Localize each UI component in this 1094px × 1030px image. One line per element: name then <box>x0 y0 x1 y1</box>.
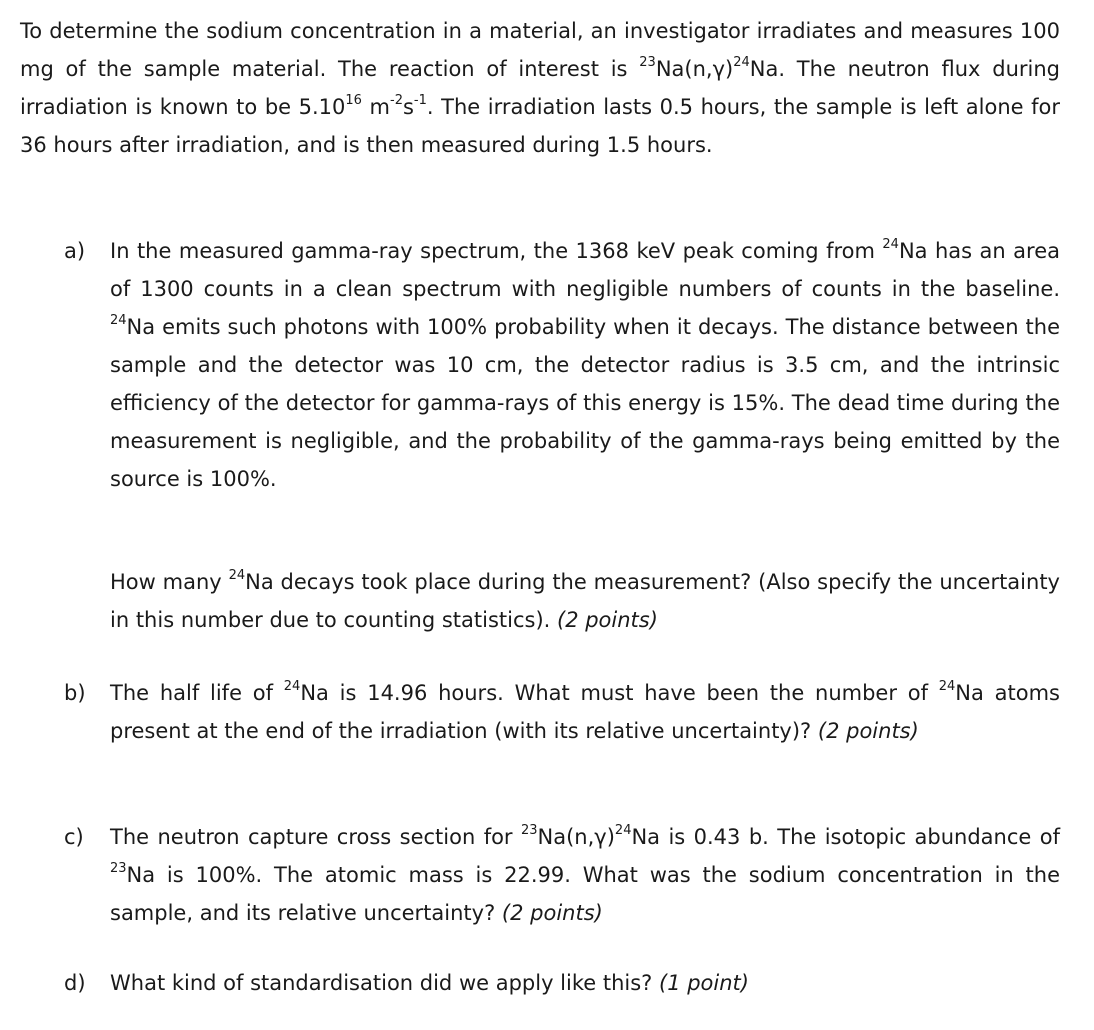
part-b-points: (2 points) <box>817 719 919 743</box>
part-a-body <box>110 232 1060 498</box>
part-a-question-mass: 24 <box>228 568 246 583</box>
part-c-text-1: The neutron capture cross section for <box>110 825 521 849</box>
part-c-text-3: Na is 0.43 b. The isotopic abundance of <box>631 825 1060 849</box>
intro-text-4: s <box>402 95 414 119</box>
part-b-text-3: Na atoms present at the end of the irradiation (with its relative uncertainty)? <box>110 681 1060 743</box>
part-a-question <box>110 563 1060 639</box>
part-b-mass-1: 24 <box>283 679 301 694</box>
part-c-points: (2 points) <box>501 901 603 925</box>
intro-text-1: To determine the sodium concentration in a material, an investigator irradiates and measures 100 mg of the sample material. The reaction of interest is <box>20 19 1060 81</box>
part-a-question-2: Na decays took place during the measurement? (Also specify the uncertainty in this number due to counting statistics). <box>110 570 1060 632</box>
part-b-marker: b) <box>64 681 86 705</box>
intro-text-3: m <box>361 95 390 119</box>
part-c-body <box>110 818 1060 932</box>
problem-intro <box>20 12 1060 164</box>
reaction-end-text: Na. <box>749 57 786 81</box>
reaction-text: Na(n,γ) <box>655 57 734 81</box>
intro-text-5: . The irradiation lasts 0.5 hours, the sample is left alone for 36 hours after irradiation, and is then measured during 1.5 hours. <box>20 95 1061 157</box>
part-a-marker: a) <box>64 239 86 263</box>
part-a-text-3: Na emits such photons with 100% probability when it decays. The distance between the sample and the detector was 10 cm, the detector radius is 3.5 cm, and the intrinsic efficiency of the detector for gamma-rays of this energy is 15%. The dead time during the measurement is negligible, and the probability of the gamma-rays being emitted by the source is 100%. <box>110 315 1060 491</box>
s-exponent: -1 <box>413 93 427 108</box>
part-c-text-4: Na is 100%. The atomic mass is 22.99. What was the sodium concentration in the sample, and its relative uncertainty? <box>110 863 1060 925</box>
flux-exponent: 16 <box>345 93 362 108</box>
part-a-mass-2: 24 <box>110 313 127 328</box>
part-d-marker: d) <box>64 971 86 995</box>
intro-text-2: The neutron flux during irradiation is known to be 5.10 <box>20 57 1060 119</box>
part-b-body <box>110 674 1060 750</box>
part-b-text-2: Na is 14.96 hours. What must have been the number of <box>300 681 939 705</box>
part-a-points: (2 points) <box>557 608 658 632</box>
part-a-question-1: How many <box>110 570 229 594</box>
part-c-mass-2: 24 <box>614 823 632 838</box>
part-a-text-2: Na has an area of 1300 counts in a clean spectrum with negligible numbers of counts in the baseline. <box>110 239 1060 301</box>
part-c-mass-1: 23 <box>520 823 538 838</box>
part-b-text-1: The half life of <box>110 681 284 705</box>
part-b-mass-2: 24 <box>938 679 956 694</box>
part-d-body <box>110 964 1060 1002</box>
part-d-points: (1 point) <box>659 971 749 995</box>
mass-number-23: 23 <box>639 55 656 70</box>
part-a-text-1: In the measured gamma-ray spectrum, the 1368 keV peak coming from <box>110 239 883 263</box>
part-c-text-2: Na(n,γ) <box>537 825 615 849</box>
part-d-text-1: What kind of standardisation did we apply like this? <box>110 971 659 995</box>
part-c-mass-3: 23 <box>110 861 127 876</box>
part-c-marker: c) <box>64 825 84 849</box>
mass-number-24: 24 <box>733 55 750 70</box>
m-exponent: -2 <box>390 93 403 108</box>
part-a-mass-1: 24 <box>882 237 899 252</box>
